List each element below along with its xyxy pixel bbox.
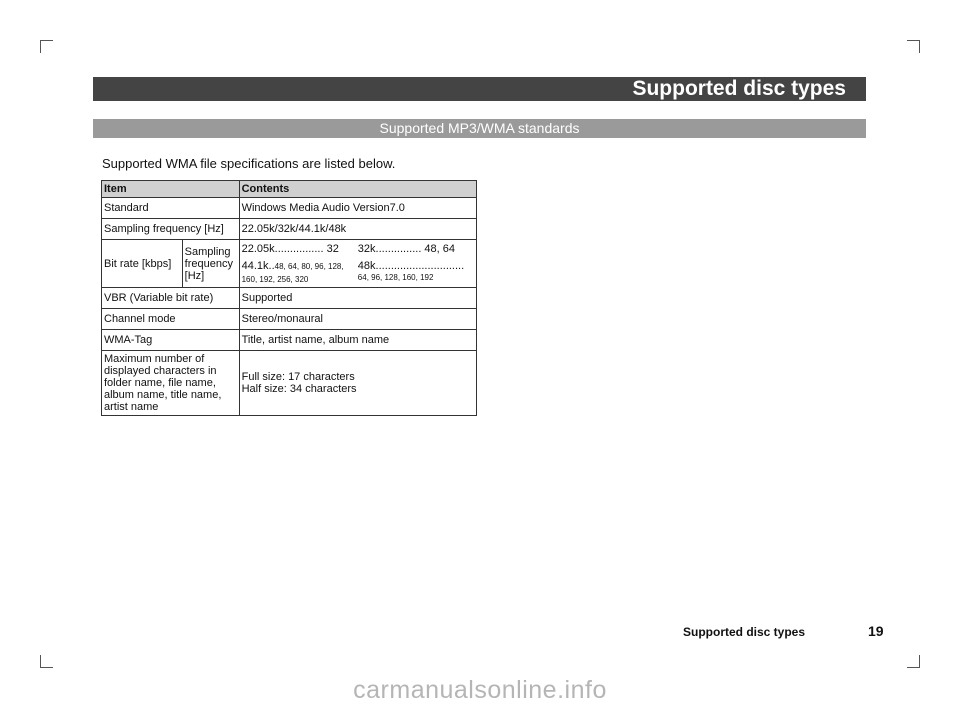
table-row [102, 309, 477, 330]
table-row [102, 240, 477, 288]
table-row [102, 351, 477, 416]
section-title-banner: Supported disc types [93, 77, 866, 101]
table-row [102, 198, 477, 219]
item-cell: VBR (Variable bit rate) [102, 288, 240, 309]
contents-cell: Title, artist name, album name [239, 330, 476, 351]
watermark-text: carmanualsonline.info [353, 676, 607, 704]
bitrate-entry-label: 48k............................. [357, 260, 465, 272]
full-size-text: Full size: 17 characters [241, 371, 355, 383]
bitrate-entry-label: 44.1k.. [241, 260, 275, 272]
bitrate-entry-values: 48, 64, 80, 96, 128, 160, 192, 256, 320 [241, 262, 344, 284]
item-cell: Sampling frequency [Hz] [102, 219, 240, 240]
contents-cell: 22.05k/32k/44.1k/48k [239, 219, 476, 240]
bitrate-entry [242, 259, 358, 285]
subsection-title-banner: Supported MP3/WMA standards [93, 119, 866, 138]
item-cell: Bit rate [kbps] [102, 240, 183, 288]
item-cell: Standard [102, 198, 240, 219]
bitrate-line-2 [242, 259, 474, 285]
column-header-item: Item [102, 181, 240, 198]
crop-mark-tr [907, 40, 920, 41]
table-row [102, 330, 477, 351]
column-header-contents: Contents [239, 181, 476, 198]
bitrate-entry: 22.05k................ 32 [241, 243, 339, 255]
contents-cell [239, 240, 476, 288]
bitrate-line-1 [242, 242, 474, 256]
contents-cell: Windows Media Audio Version7.0 [239, 198, 476, 219]
item-cell: Maximum number of displayed characters in folder name, file name, album name, title name, artist name [102, 351, 240, 416]
contents-cell [239, 351, 476, 416]
contents-cell: Supported [239, 288, 476, 309]
sub-item-cell: Sampling frequency [Hz] [182, 240, 239, 288]
crop-mark-br [907, 667, 920, 668]
half-size-text: Half size: 34 characters [241, 383, 357, 395]
bitrate-entry [358, 259, 474, 285]
crop-mark-tl [40, 40, 53, 41]
crop-mark-bl [40, 667, 53, 668]
footer-section-title: Supported disc types [683, 625, 806, 639]
bitrate-entry: 32k............... 48, 64 [357, 243, 456, 255]
wma-spec-table [101, 180, 477, 416]
table-row [102, 219, 477, 240]
table-row [102, 288, 477, 309]
item-cell: Channel mode [102, 309, 240, 330]
crop-mark-tr [919, 40, 920, 53]
bitrate-entry-values: 64, 96, 128, 160, 192 [357, 273, 434, 282]
intro-text: Supported WMA file specifications are listed below. [102, 156, 396, 171]
contents-cell: Stereo/monaural [239, 309, 476, 330]
table-header-row [102, 181, 477, 198]
crop-mark-tl [40, 40, 41, 53]
item-cell: WMA-Tag [102, 330, 240, 351]
page-number: 19 [868, 623, 884, 639]
